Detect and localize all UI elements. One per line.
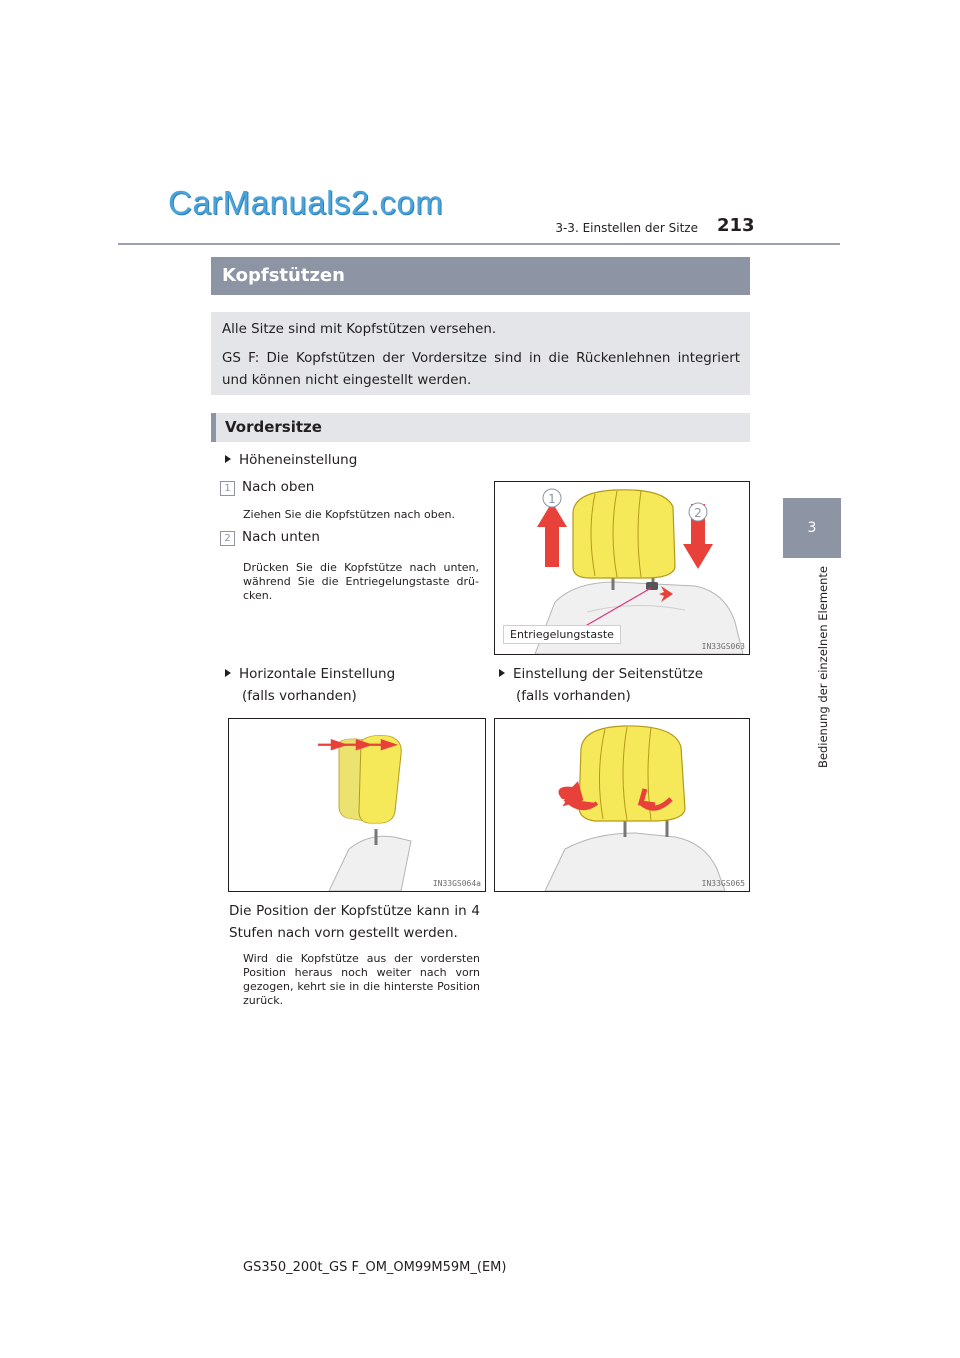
figure-code: IN33GS063 bbox=[701, 642, 745, 651]
marker-1: 1 bbox=[548, 492, 556, 506]
bullet-triangle-icon bbox=[225, 669, 231, 677]
bullet-triangle-icon bbox=[225, 455, 231, 463]
figure-code: IN33GS065 bbox=[701, 879, 745, 888]
headrest-horizontal-illustration bbox=[229, 719, 485, 891]
document-footer: GS350_200t_GS F_OM_OM99M59M_(EM) bbox=[243, 1260, 507, 1275]
horizontal-adjust-note: Wird die Kopfstütze aus der vordersten Position heraus noch weiter nach vorn gezogen, kehrt sie in die hinterste Position zurück. bbox=[243, 952, 480, 1007]
height-adjust-heading bbox=[225, 449, 357, 471]
horizontal-adjust-body: Die Position der Kopfstütze kann in 4 Stufen nach vorn gestellt werden. bbox=[229, 903, 480, 941]
figure-horizontal-adjust bbox=[228, 718, 486, 892]
page-title: Kopfstützen bbox=[211, 257, 750, 295]
intro-line-1: Alle Sitze sind mit Kopfstützen versehen. bbox=[222, 322, 497, 337]
chapter-number: 3 bbox=[807, 520, 817, 536]
figure-height-adjust bbox=[494, 481, 750, 655]
step-2-label: Nach unten bbox=[242, 529, 320, 545]
headrest-side-support-illustration bbox=[495, 719, 749, 891]
release-button-callout: Entriegelungstaste bbox=[503, 625, 621, 644]
horizontal-adjust-heading-line1: Horizontale Einstellung bbox=[239, 666, 396, 682]
step-2-text: Drücken Sie die Kopfstütze nach unten, während Sie die Entriegelungstaste drü-cken. bbox=[243, 561, 479, 602]
chapter-title-vertical bbox=[814, 566, 834, 770]
intro-box bbox=[211, 312, 750, 395]
side-support-heading-line1: Einstellung der Seitenstütze bbox=[513, 666, 704, 682]
figure-code: IN33GS064a bbox=[432, 879, 481, 888]
watermark: CarManuals2.com bbox=[168, 184, 444, 221]
horizontal-adjust-heading-line2: (falls vorhanden) bbox=[242, 688, 357, 704]
bullet-triangle-icon bbox=[499, 669, 505, 677]
marker-2: 2 bbox=[694, 506, 702, 520]
subsection-title: Vordersitze bbox=[211, 413, 750, 442]
header-divider bbox=[118, 243, 840, 245]
step-1-text: Ziehen Sie die Kopfstützen nach oben. bbox=[243, 508, 455, 521]
step-1-badge: 1 bbox=[220, 481, 235, 496]
step-2-badge: 2 bbox=[220, 531, 235, 546]
horizontal-adjust-heading bbox=[225, 663, 485, 707]
step-1-label: Nach oben bbox=[242, 479, 315, 495]
section-label: 3-3. Einstellen der Sitze bbox=[555, 221, 698, 235]
figure-side-support bbox=[494, 718, 750, 892]
side-support-heading bbox=[499, 663, 749, 707]
height-adjust-heading-text: Höheneinstellung bbox=[239, 452, 358, 468]
side-support-heading-line2: (falls vorhanden) bbox=[516, 688, 631, 704]
chapter-tab bbox=[783, 498, 841, 558]
intro-line-2: GS F: Die Kopfstützen der Vordersitze sind in die Rückenlehnen integriert und können nicht eingestellt werden. bbox=[222, 350, 740, 388]
chapter-title: Bedienung der einzelnen Elemente bbox=[816, 566, 830, 768]
page-number: 213 bbox=[717, 215, 755, 236]
